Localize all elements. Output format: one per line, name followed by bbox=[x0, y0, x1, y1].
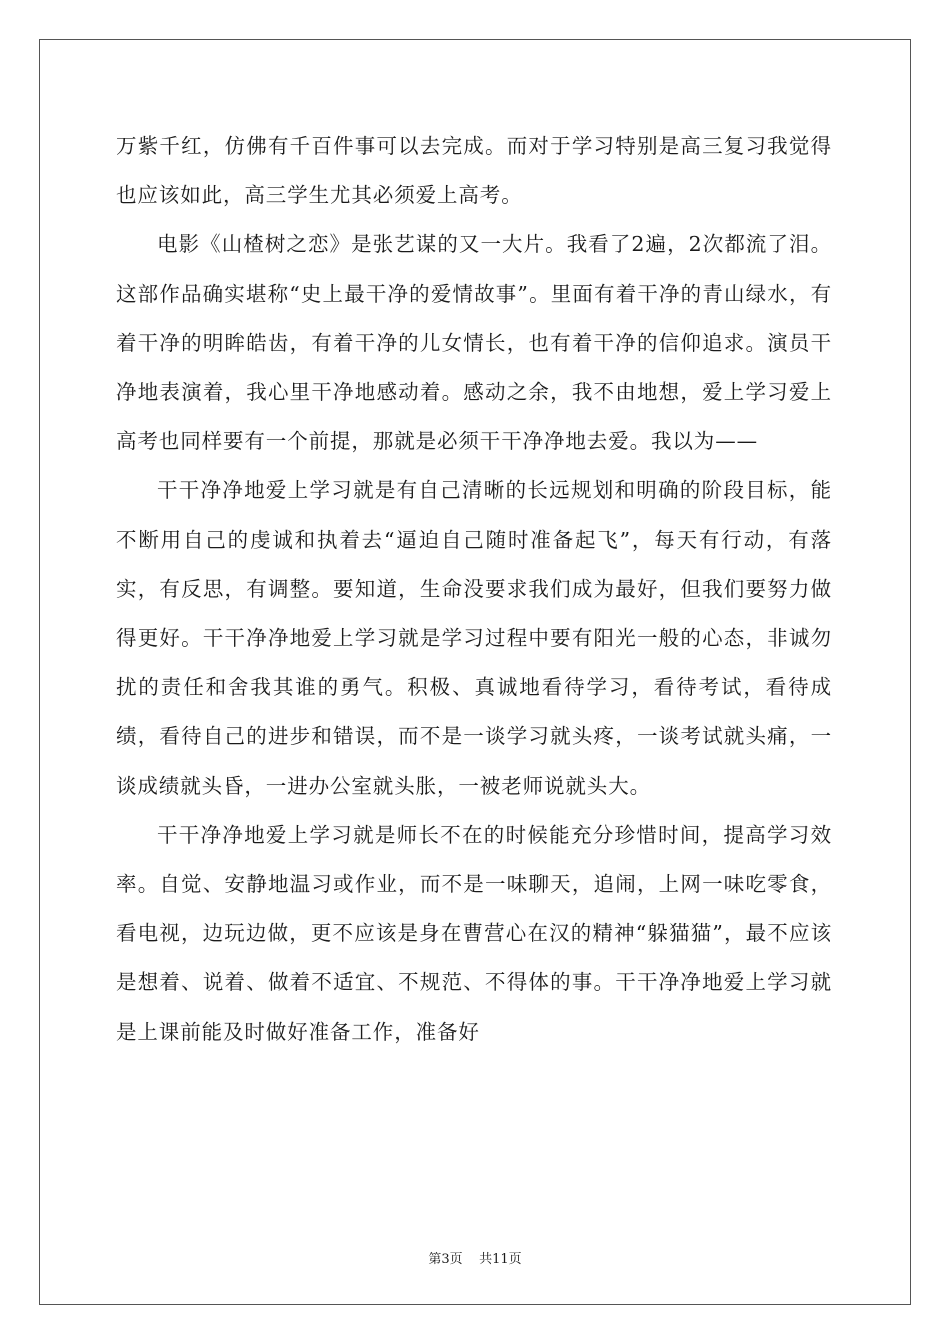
paragraph-1: 万紫千红，仿佛有千百件事可以去完成。而对于学习特别是高三复习我觉得也应该如此，高三学生尤其必须爱上高考。 bbox=[116, 134, 832, 208]
document-body bbox=[116, 122, 832, 1057]
paragraph-3: 干干净净地爱上学习就是有自己清晰的长远规划和明确的阶段目标，能不断用自己的虔诚和执着去“逼迫自己随时准备起飞”，每天有行动，有落实，有反思，有调整。要知道，生命没要求我们成为最好，但我们要努力做得更好。干干净净地爱上学习就是学习过程中要有阳光一般的心态，非诚勿扰的责任和舍我其谁的勇气。积极、真诚地看待学习，看待考试，看待成绩，看待自己的进步和错误，而不是一谈学习就头疼，一谈考试就头痛，一谈成绩就头昏，一进办公室就头胀，一被老师说就头大。 bbox=[116, 478, 832, 798]
paragraph-4: 干干净净地爱上学习就是师长不在的时候能充分珍惜时间，提高学习效率。自觉、安静地温习或作业，而不是一味聊天，追闹，上网一味吃零食，看电视，边玩边做，更不应该是身在曹营心在汉的精神“躲猫猫”，最不应该是想着、说着、做着不适宜、不规范、不得体的事。干干净净地爱上学习就是上课前能及时做好准备工作，准备好 bbox=[116, 822, 832, 1044]
page-number-footer: 第3页 共11页 bbox=[428, 1252, 522, 1267]
paragraph-2: 电影《山楂树之恋》是张艺谋的又一大片。我看了2遍，2次都流了泪。这部作品确实堪称“史上最干净的爱情故事”。里面有着干净的青山绿水，有着干净的明眸皓齿，有着干净的儿女情长，也有着干净的信仰追求。演员干净地表演着，我心里干净地感动着。感动之余，我不由地想，爱上学习爱上高考也同样要有一个前提，那就是必须干干净净地去爱。我以为—— bbox=[116, 232, 832, 454]
